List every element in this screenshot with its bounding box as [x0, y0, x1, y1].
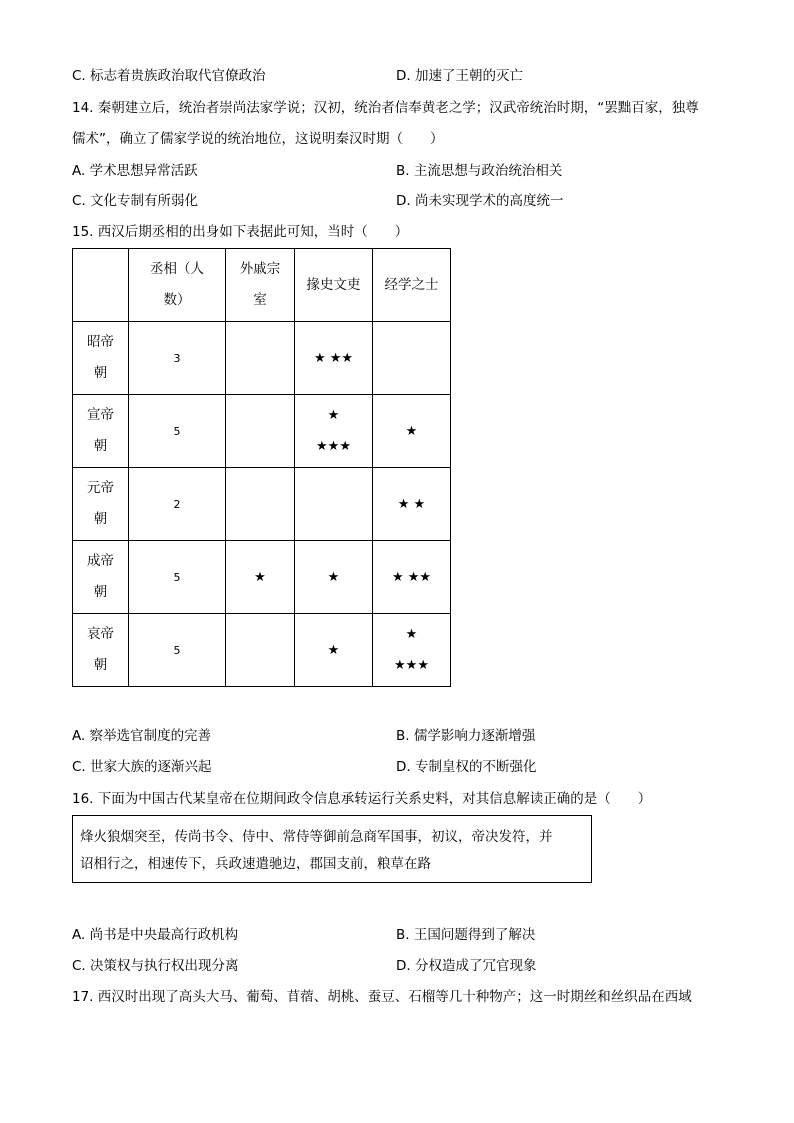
- table-header-waiqi: 外戚宗室: [226, 249, 295, 322]
- row-emperor: 成帝朝: [73, 541, 129, 614]
- q17-stem-line1: 17. 西汉时出现了高头大马、葡萄、苜蓿、胡桃、蚕豆、石榴等几十种物产；这一时期丝和丝织品在西域: [72, 989, 692, 1005]
- row-yuanshi: ★: [295, 541, 373, 614]
- q14-option-c: C. 文化专制有所弱化: [72, 193, 199, 209]
- table-header-yuanshi: 掾史文吏: [295, 249, 373, 322]
- q16-stem: 16. 下面为中国古代某皇帝在位期间政令信息承转运行关系史料，对其信息解读正确的是（ ）: [72, 791, 652, 807]
- q13-option-c: C. 标志着贵族政治取代官僚政治: [72, 68, 266, 84]
- row-yuanshi: ★ ★★: [295, 322, 373, 395]
- table-row: [73, 322, 451, 395]
- q14-option-a: A. 学术思想异常活跃: [72, 163, 198, 179]
- table-header-row: [73, 249, 451, 322]
- row-waiqi: [226, 322, 295, 395]
- row-jingxue: ★: [373, 395, 451, 468]
- row-waiqi: [226, 395, 295, 468]
- quote-line1: 烽火狼烟突至，传尚书令、侍中、常侍等御前急商军国事，初议，帝决发符，并: [80, 829, 553, 845]
- row-jingxue: ★ ★★★: [373, 614, 451, 687]
- row-emperor: 宣帝朝: [73, 395, 129, 468]
- table-header-corner: [73, 249, 129, 322]
- q14-option-d: D. 尚未实现学术的高度统一: [396, 193, 564, 209]
- table-row: [73, 541, 451, 614]
- q15-stem: 15. 西汉后期丞相的出身如下表据此可知，当时（ ）: [72, 224, 409, 240]
- q13-option-d: D. 加速了王朝的灭亡: [396, 68, 523, 84]
- row-waiqi: [226, 614, 295, 687]
- row-waiqi: [226, 468, 295, 541]
- row-jingxue: [373, 322, 451, 395]
- row-jingxue: ★ ★: [373, 468, 451, 541]
- q14-stem-line2: 儒术”，确立了儒家学说的统治地位，这说明秦汉时期（ ）: [72, 131, 444, 147]
- q14-stem-line1: 14. 秦朝建立后，统治者崇尚法家学说；汉初，统治者信奉黄老之学；汉武帝统治时期，“罢黜百家，独尊: [72, 100, 699, 116]
- row-count: 2: [129, 468, 226, 541]
- q16-option-b: B. 王国问题得到了解决: [396, 927, 536, 943]
- row-count: 5: [129, 541, 226, 614]
- row-yuanshi: ★ ★★★: [295, 395, 373, 468]
- q15-option-d: D. 专制皇权的不断强化: [396, 759, 537, 775]
- table-row: [73, 468, 451, 541]
- table-row: [73, 614, 451, 687]
- row-count: 3: [129, 322, 226, 395]
- q16-option-a: A. 尚书是中央最高行政机构: [72, 927, 239, 943]
- quote-line2: 诏相行之，相速传下，兵政速遣驰边，郡国支前，粮草在路: [80, 856, 431, 872]
- table-header-count: 丞相（人数）: [129, 249, 226, 322]
- row-yuanshi: [295, 468, 373, 541]
- q16-option-d: D. 分权造成了冗官现象: [396, 958, 537, 974]
- q15-option-b: B. 儒学影响力逐渐增强: [396, 728, 536, 744]
- row-jingxue: ★ ★★: [373, 541, 451, 614]
- chancellor-origin-table: [72, 248, 451, 687]
- q16-source-quote: [72, 815, 592, 883]
- row-waiqi: ★: [226, 541, 295, 614]
- row-emperor: 昭帝朝: [73, 322, 129, 395]
- row-yuanshi: ★: [295, 614, 373, 687]
- row-count: 5: [129, 614, 226, 687]
- q15-option-a: A. 察举选官制度的完善: [72, 728, 212, 744]
- q15-option-c: C. 世家大族的逐渐兴起: [72, 759, 212, 775]
- row-count: 5: [129, 395, 226, 468]
- row-emperor: 哀帝朝: [73, 614, 129, 687]
- q16-option-c: C. 决策权与执行权出现分离: [72, 958, 239, 974]
- q14-option-b: B. 主流思想与政治统治相关: [396, 163, 563, 179]
- table-row: [73, 395, 451, 468]
- table-header-jingxue: 经学之士: [373, 249, 451, 322]
- row-emperor: 元帝朝: [73, 468, 129, 541]
